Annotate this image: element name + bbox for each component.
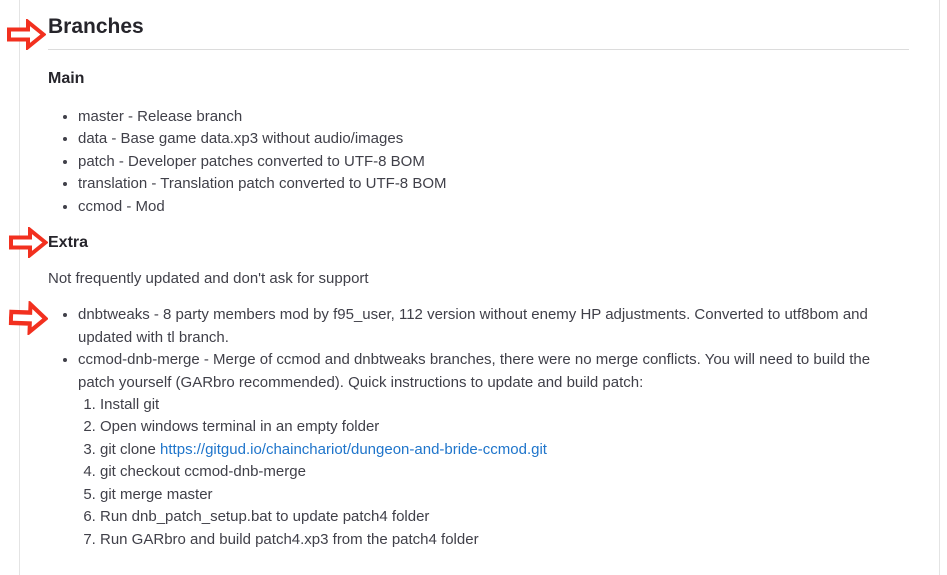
- merge-description: ccmod-dnb-merge - Merge of ccmod and dnbtweaks branches, there were no merge conflicts. You will need to build the patch yourself (GARbro recommended). Quick instructions to update and build patch:: [78, 351, 871, 391]
- main-branch-list: [48, 106, 909, 218]
- list-item-dnbtweaks: • dnbtweaks - 8 party members mod by f95_user, 112 version without enemy HP adjustments. Converted to utf8bom and updated with tl branch.: [78, 304, 909, 349]
- list-item: • patch - Developer patches converted to UTF-8 BOM: [78, 151, 909, 173]
- step-item: 6. Run dnb_patch_setup.bat to update patch4 folder: [100, 506, 909, 528]
- step-item: 7. Run GARbro and build patch4.xp3 from the patch4 folder: [100, 529, 909, 551]
- list-item: • data - Base game data.xp3 without audio/images: [78, 128, 909, 150]
- step-item: 5. git merge master: [100, 484, 909, 506]
- list-item: • ccmod - Mod: [78, 196, 909, 218]
- extra-note: Not frequently updated and don't ask for support: [48, 270, 369, 288]
- list-item-ccmod-dnb-merge: [78, 349, 909, 551]
- step-item: [100, 439, 909, 461]
- step-item: 4. git checkout ccmod-dnb-merge: [100, 461, 909, 483]
- section-heading-main: Main: [48, 70, 85, 87]
- section-heading-extra: Extra: [48, 234, 89, 252]
- step-item: 2. Open windows terminal in an empty folder: [100, 416, 909, 438]
- step-text: git clone: [100, 440, 161, 458]
- build-steps-list: [78, 394, 909, 551]
- content-panel: [19, 0, 940, 575]
- page-title: Branches: [48, 13, 909, 50]
- extra-branch-list: [48, 304, 909, 550]
- step-item: 1. Install git: [100, 394, 909, 416]
- repo-clone-link[interactable]: https://gitgud.io/chainchariot/dungeon-and-bride-ccmod.git: [160, 440, 547, 458]
- list-item: • translation - Translation patch converted to UTF-8 BOM: [78, 173, 909, 195]
- list-item: • master - Release branch: [78, 106, 909, 128]
